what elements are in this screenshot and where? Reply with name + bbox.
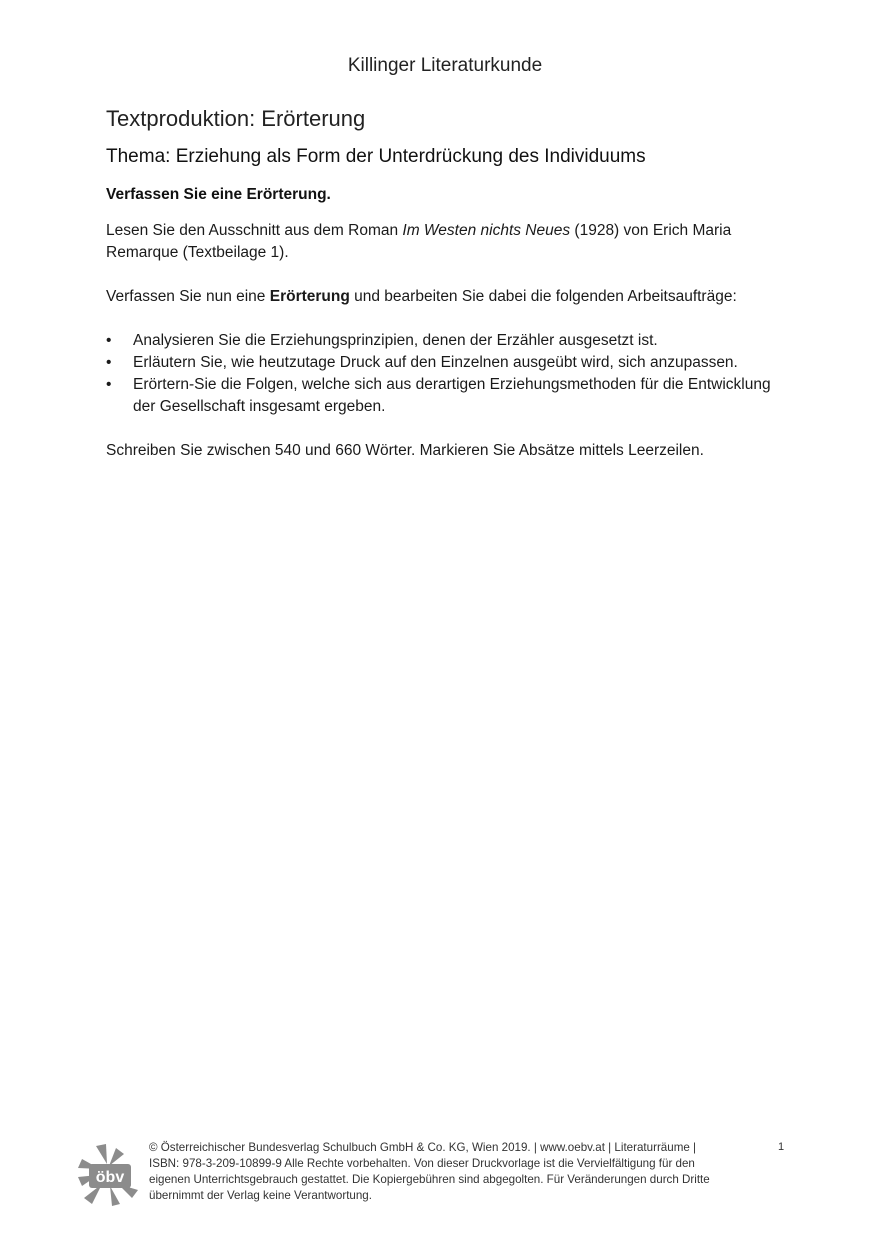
footer-line: eigenen Unterrichtsgebrauch gestattet. Die Kopiergebühren sind abgegolten. Für Veränderungen durch Dritte [149,1173,710,1186]
bullet-icon: • [106,332,112,349]
task-keyword: Erörterung [269,288,350,305]
footer-copyright [149,1140,749,1204]
footer-line: übernimmt der Verlag keine Verantwortung. [149,1189,372,1202]
logo-text: öbv [95,1169,125,1186]
bullet-icon: • [106,354,112,371]
novel-title: Im Westen nichts Neues [402,222,571,239]
document-body [106,106,786,484]
footer-line: ISBN: 978-3-209-10899-9 Alle Rechte vorbehalten. Von dieser Druckvorlage ist die Vervielfältigung für den [149,1157,695,1170]
list-item [106,374,786,418]
list-item-text: Erläutern Sie, wie heutzutage Druck auf den Einzelnen ausgeübt wird, sich anzupassen. [133,354,738,371]
task-text-end: und bearbeiten Sie dabei die folgenden Arbeitsaufträge: [349,288,737,305]
oebv-logo [76,1142,140,1208]
task-heading: Verfassen Sie eine Erörterung. [106,186,331,203]
intro-text-end: (1928) von Erich Maria Remarque (Textbeilage 1). [106,222,732,261]
list-item-text: Analysieren Sie die Erziehungsprinzipien, denen der Erzähler ausgesetzt ist. [133,332,658,349]
bullet-icon: • [106,376,112,393]
list-item [106,330,786,352]
list-item [106,352,786,374]
topic-heading: Thema: Erziehung als Form der Unterdrückung des Individuums [106,146,646,167]
page-number: 1 [778,1141,785,1153]
task-paragraph [106,286,786,308]
document-header: Killinger Literaturkunde [347,55,543,76]
intro-text-start: Lesen Sie den Ausschnitt aus dem Roman [106,222,403,239]
task-text-start: Verfassen Sie nun eine [106,288,270,305]
task-list [106,330,786,418]
intro-paragraph [106,220,786,264]
closing-paragraph: Schreiben Sie zwischen 540 und 660 Wörter. Markieren Sie Absätze mittels Leerzeilen. [106,442,704,459]
page-title: Textproduktion: Erörterung [106,106,366,131]
list-item-text: Erörtern-Sie die Folgen, welche sich aus derartigen Erziehungsmethoden für die Entwicklung der Gesellschaft insgesamt ergeben. [133,376,771,415]
footer-line: © Österreichischer Bundesverlag Schulbuch GmbH & Co. KG, Wien 2019. | www.oebv.at | Literaturräume | [149,1141,697,1154]
